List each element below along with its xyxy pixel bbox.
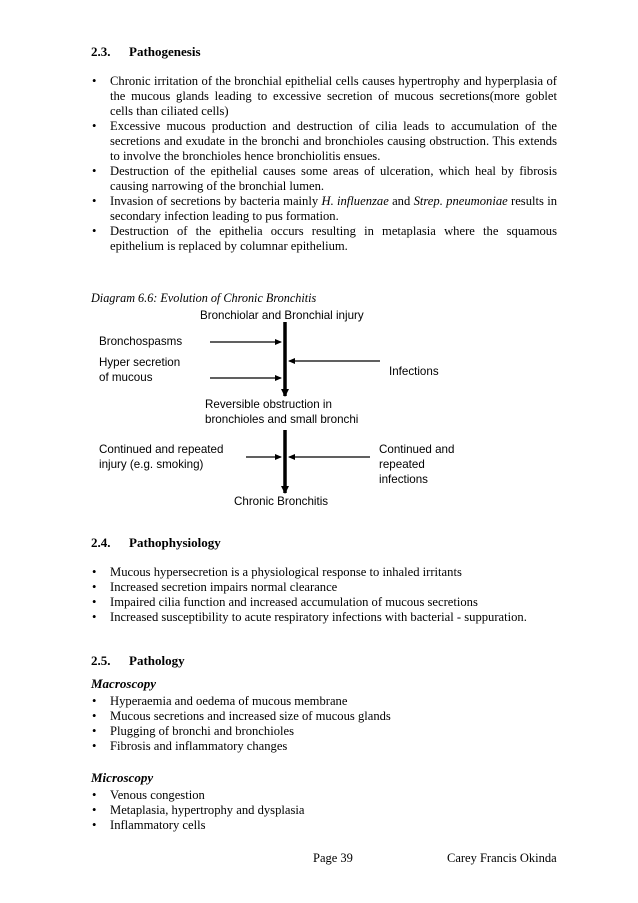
bullet-text: Destruction of the epithelial causes some areas of ulceration, which heal by fibrosis causing narrowing of the bronchial lumen. — [110, 164, 557, 193]
bullet-text: Mucous hypersecretion is a physiological response to inhaled irritants — [110, 565, 462, 579]
section-heading-pathophysiology — [91, 535, 221, 551]
diagram-label-chronic: Chronic Bronchitis — [234, 495, 329, 508]
list-item — [91, 818, 557, 833]
italic-text: Strep. pneumoniae — [413, 194, 508, 208]
list-item — [91, 724, 557, 739]
list-item — [91, 580, 557, 595]
list-item — [91, 694, 557, 709]
list-item — [91, 119, 557, 164]
diagram-label-line: repeated — [379, 458, 425, 471]
bullet-text: Chronic irritation of the bronchial epithelial cells causes hypertrophy and hyperplasia of the mucous glands leading to excessive secretion of mucous secretions(more goblet cells than ciliated cells) — [110, 74, 557, 118]
diagram-label-line: injury (e.g. smoking) — [99, 458, 204, 471]
italic-text: H. influenzae — [321, 194, 389, 208]
diagram-label-top: Bronchiolar and Bronchial injury — [200, 309, 364, 322]
list-item — [91, 224, 557, 254]
bullet-text: Inflammatory cells — [110, 818, 206, 832]
footer-page-number: Page 39 — [313, 851, 353, 865]
section-title: Pathogenesis — [129, 44, 201, 59]
list-item — [91, 739, 557, 754]
microscopy-list — [91, 788, 557, 833]
diagram-label-reversible — [205, 397, 358, 427]
subheading-microscopy: Microscopy — [91, 770, 154, 785]
bullet-text: Plugging of bronchi and bronchioles — [110, 724, 294, 738]
bullet-text: Impaired cilia function and increased accumulation of mucous secretions — [110, 595, 478, 609]
subheading-macroscopy: Macroscopy — [91, 676, 156, 691]
section-heading-pathology — [91, 653, 185, 669]
section-number: 2.5. — [91, 653, 111, 668]
diagram-label-line: Hyper secretion — [99, 356, 181, 369]
diagram-label-continued-infections — [379, 442, 454, 487]
bullet-text: Invasion of secretions by bacteria mainly — [110, 194, 322, 208]
bullet-text: Excessive mucous production and destruction of cilia leads to accumulation of the secretions and exudate in the bronchi and bronchioles causing obstruction. This extends to involve the bronchioles hence bronchiolitis ensues. — [110, 119, 557, 163]
section-heading-pathogenesis — [91, 44, 201, 60]
pathophysiology-list — [91, 565, 557, 625]
list-item — [91, 164, 557, 194]
list-item — [91, 194, 557, 224]
diagram-label-line: Continued and repeated — [99, 443, 224, 456]
bullet-text: Increased susceptibility to acute respiratory infections with bacterial - suppuration. — [110, 610, 527, 624]
list-item — [91, 565, 557, 580]
footer-author: Carey Francis Okinda — [447, 851, 557, 865]
bullet-text: Metaplasia, hypertrophy and dysplasia — [110, 803, 305, 817]
bullet-text: Mucous secretions and increased size of mucous glands — [110, 709, 391, 723]
list-item — [91, 610, 557, 625]
bullet-text: and — [388, 194, 414, 208]
list-item — [91, 709, 557, 724]
list-item — [91, 74, 557, 119]
diagram-label-hyper-secretion — [99, 355, 180, 385]
list-item — [91, 803, 557, 818]
section-number: 2.4. — [91, 535, 111, 550]
section-title: Pathology — [129, 653, 185, 668]
macroscopy-list — [91, 694, 557, 754]
diagram-label-continued-injury — [99, 442, 223, 472]
diagram-label-line: Reversible obstruction in — [205, 398, 332, 411]
bullet-text: Venous congestion — [110, 788, 205, 802]
section-number: 2.3. — [91, 44, 111, 59]
list-item — [91, 595, 557, 610]
diagram-label-line: Continued and — [379, 443, 455, 456]
bullet-text: Increased secretion impairs normal clearance — [110, 580, 338, 594]
list-item — [91, 788, 557, 803]
bullet-text: Fibrosis and inflammatory changes — [110, 739, 288, 753]
diagram-label-line: bronchioles and small bronchi — [205, 413, 359, 426]
section-title: Pathophysiology — [129, 535, 221, 550]
bullet-text: results in secondary infection leading to pus formation. — [110, 194, 557, 223]
bullet-text: Hyperaemia and oedema of mucous membrane — [110, 694, 348, 708]
diagram-caption: Diagram 6.6: Evolution of Chronic Bronchitis — [91, 291, 317, 305]
diagram-label-line: infections — [379, 473, 428, 486]
diagram-label-bronchospasms: Bronchospasms — [99, 335, 183, 348]
diagram-label-line: of mucous — [99, 371, 153, 384]
pathogenesis-list — [91, 74, 557, 254]
bullet-text: Destruction of the epithelia occurs resulting in metaplasia where the squamous epithelium is replaced by columnar epithelium. — [110, 224, 557, 253]
diagram-label-infections: Infections — [389, 365, 439, 378]
